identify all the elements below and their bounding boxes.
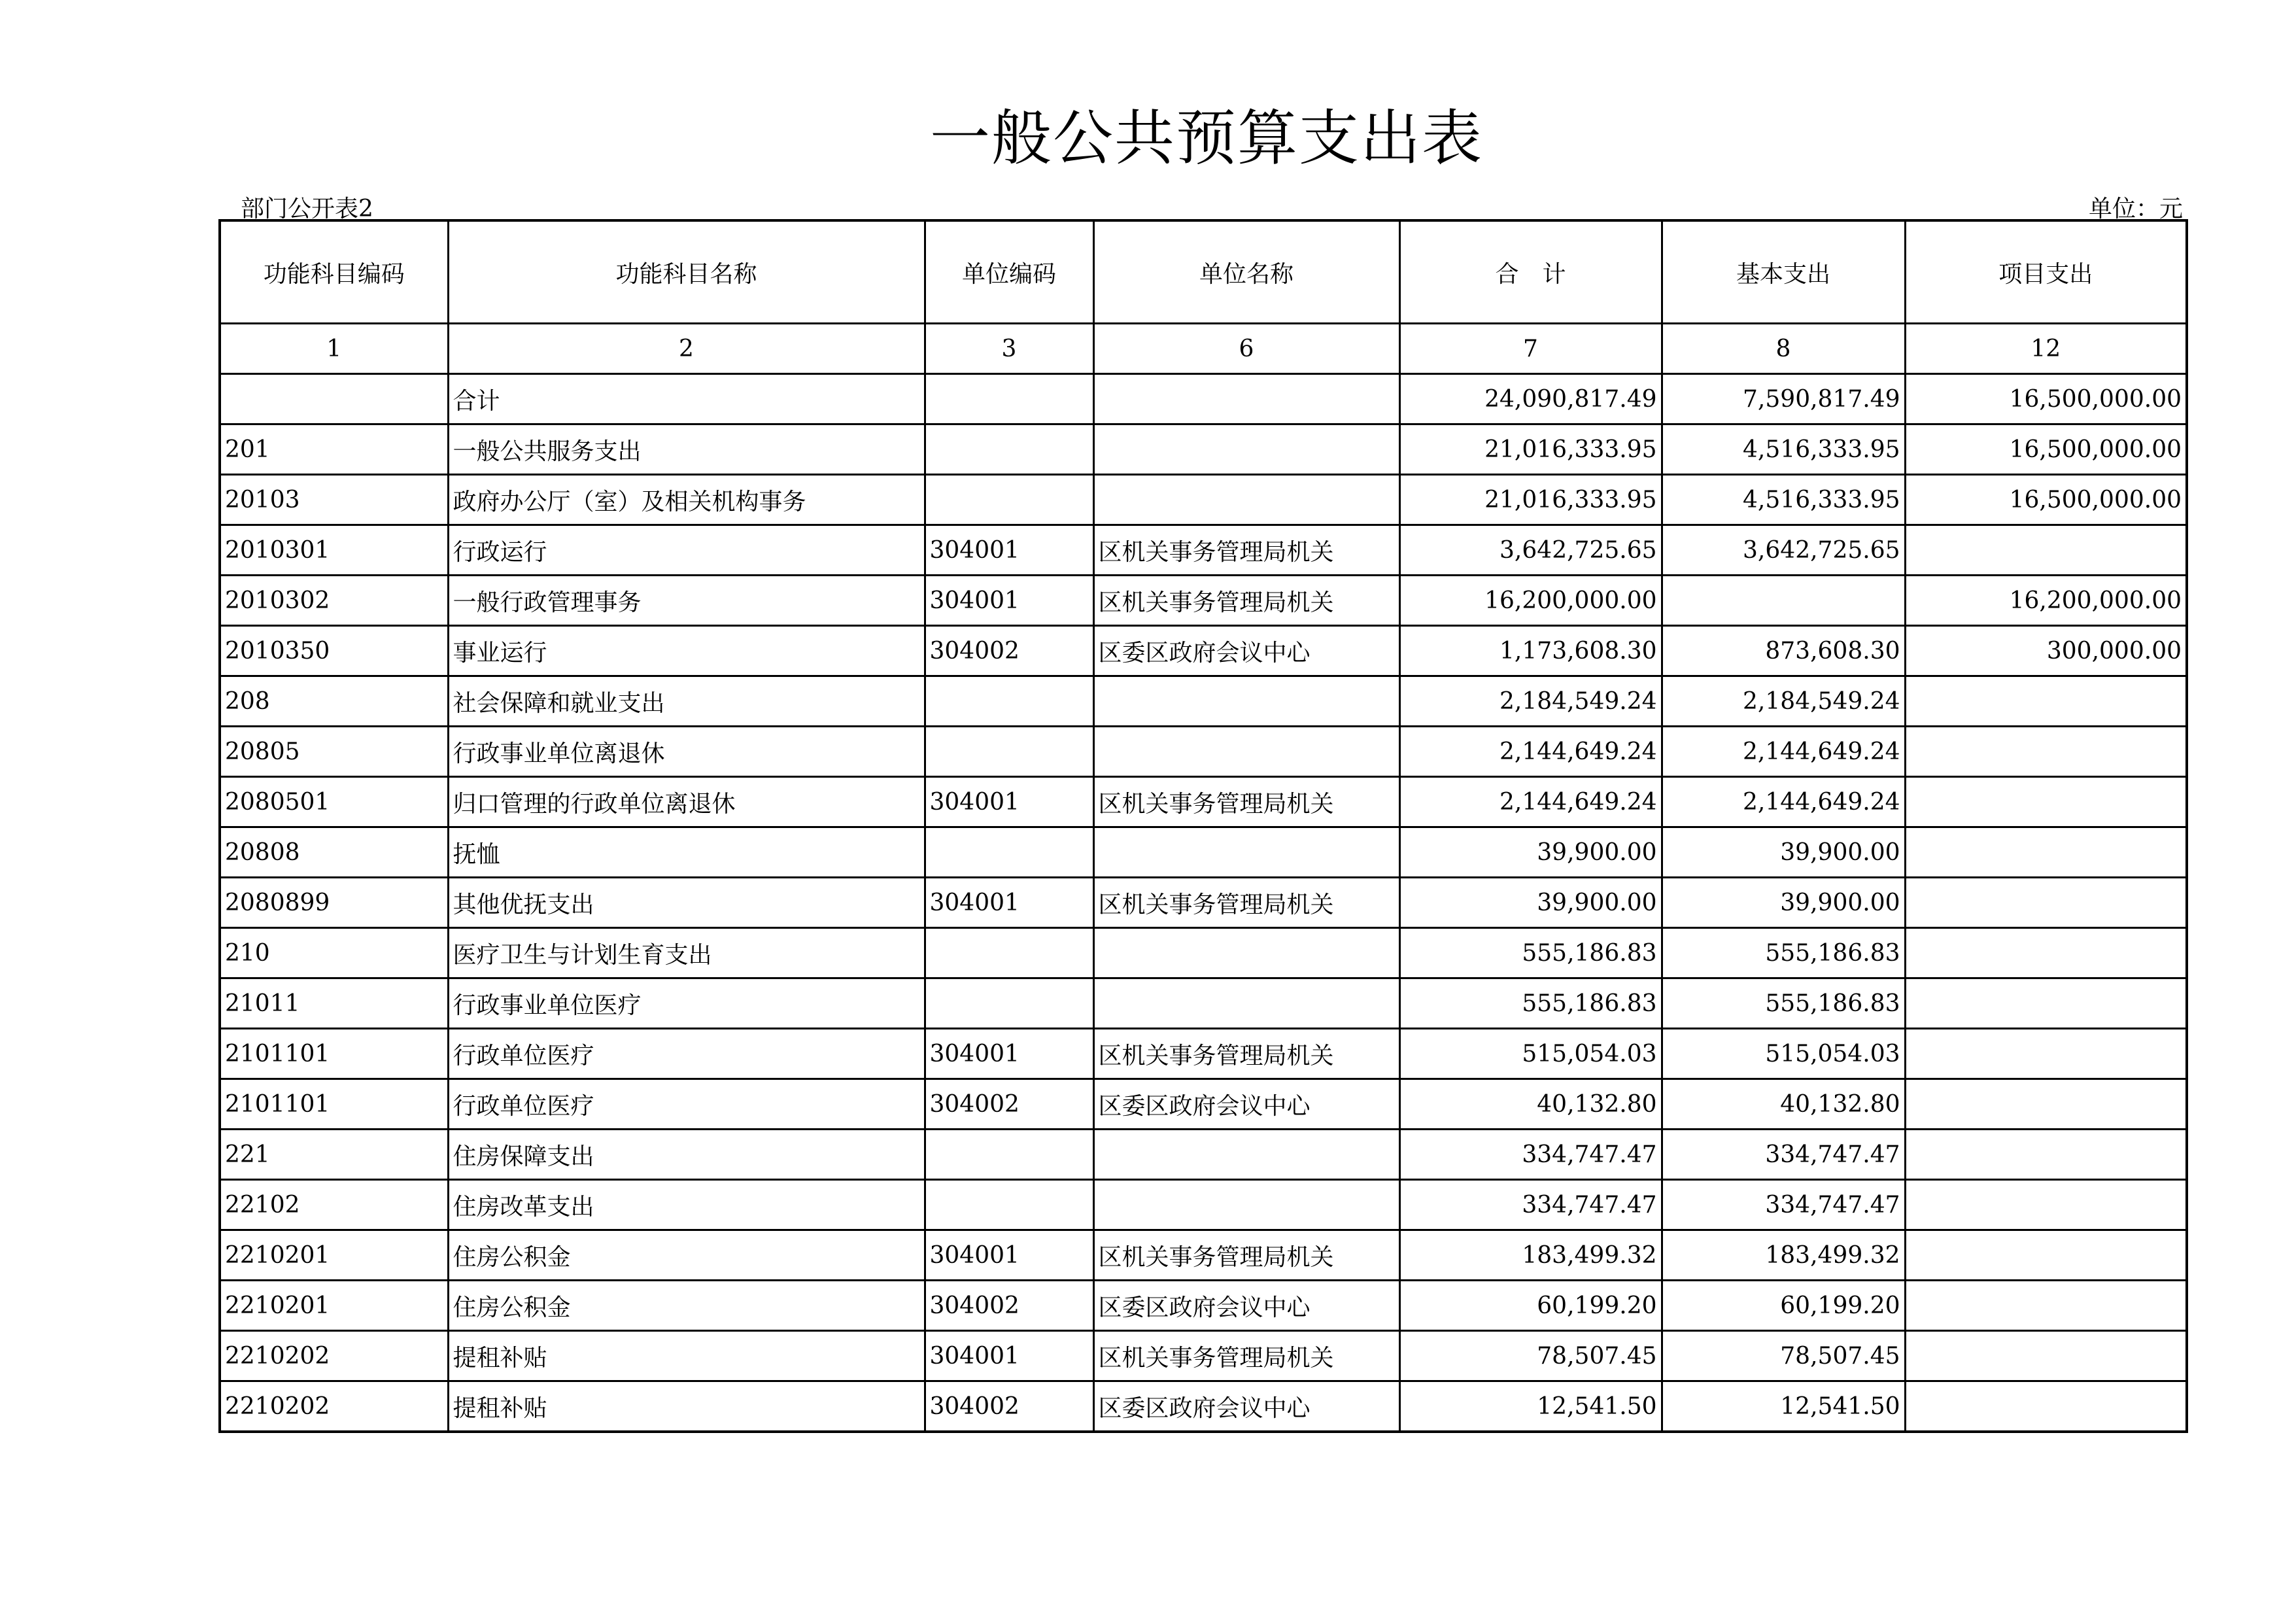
header-row [220,220,2187,324]
project-cell [1905,1130,2187,1180]
unit-code-cell: 304001 [925,777,1093,827]
table-row [220,727,2187,777]
unit-code-cell: 304002 [925,1079,1093,1130]
function-code-cell: 20103 [220,475,448,525]
table-row [220,827,2187,878]
total-cell: 16,200,000.00 [1399,576,1662,626]
table-row [220,576,2187,626]
function-code-cell: 21011 [220,978,448,1029]
unit-code-cell [925,475,1093,525]
total-cell: 60,199.20 [1399,1281,1662,1331]
total-cell: 24,090,817.49 [1399,374,1662,424]
basic-cell: 4,516,333.95 [1662,475,1905,525]
project-cell: 16,500,000.00 [1905,424,2187,475]
table-row [220,878,2187,928]
basic-cell: 183,499.32 [1662,1230,1905,1281]
unit-name-cell: 区委区政府会议中心 [1093,626,1399,676]
project-cell [1905,1230,2187,1281]
unit-name-cell [1093,374,1399,424]
function-code-cell: 2101101 [220,1029,448,1079]
total-cell: 39,900.00 [1399,827,1662,878]
unit-code-cell: 304001 [925,1230,1093,1281]
function-name-cell: 合计 [448,374,925,424]
project-cell [1905,1281,2187,1331]
project-cell [1905,676,2187,727]
unit-code-cell [925,676,1093,727]
unit-code-cell [925,424,1093,475]
col-header-unit-name: 单位名称 [1093,220,1399,324]
function-code-cell: 2080501 [220,777,448,827]
col-header-total: 合 计 [1399,220,1662,324]
project-cell [1905,878,2187,928]
unit-name-cell [1093,928,1399,978]
project-cell [1905,1331,2187,1381]
table-row [220,525,2187,576]
col-number: 7 [1399,324,1662,374]
unit-code-cell: 304001 [925,1029,1093,1079]
basic-cell: 2,144,649.24 [1662,727,1905,777]
col-header-unit-code: 单位编码 [925,220,1093,324]
total-cell: 555,186.83 [1399,928,1662,978]
function-name-cell: 行政单位医疗 [448,1029,925,1079]
project-cell [1905,1180,2187,1230]
unit-name-cell: 区机关事务管理局机关 [1093,1331,1399,1381]
basic-cell: 60,199.20 [1662,1281,1905,1331]
total-cell: 78,507.45 [1399,1331,1662,1381]
function-name-cell: 行政运行 [448,525,925,576]
project-cell [1905,777,2187,827]
unit-name-cell: 区机关事务管理局机关 [1093,878,1399,928]
unit-name-cell: 区机关事务管理局机关 [1093,525,1399,576]
total-cell: 2,144,649.24 [1399,727,1662,777]
page-title: 一般公共预算支出表 [929,103,1483,173]
function-name-cell: 社会保障和就业支出 [448,676,925,727]
col-header-function-name: 功能科目名称 [448,220,925,324]
function-code-cell: 2010301 [220,525,448,576]
col-number: 12 [1905,324,2187,374]
table-row [220,1381,2187,1432]
basic-cell: 555,186.83 [1662,978,1905,1029]
function-code-cell: 2210201 [220,1281,448,1331]
function-code-cell: 221 [220,1130,448,1180]
project-cell [1905,928,2187,978]
column-number-row [220,324,2187,374]
function-code-cell: 2010302 [220,576,448,626]
table-row [220,978,2187,1029]
unit-code-cell: 304002 [925,626,1093,676]
function-name-cell: 事业运行 [448,626,925,676]
function-name-cell: 住房公积金 [448,1281,925,1331]
basic-cell: 3,642,725.65 [1662,525,1905,576]
unit-name-cell: 区委区政府会议中心 [1093,1079,1399,1130]
function-code-cell: 20805 [220,727,448,777]
function-code-cell: 20808 [220,827,448,878]
basic-cell: 873,608.30 [1662,626,1905,676]
function-code-cell: 208 [220,676,448,727]
document-label: 部门公开表2 [241,196,373,222]
unit-code-cell: 304001 [925,1331,1093,1381]
table-body [220,374,2187,1432]
basic-cell: 12,541.50 [1662,1381,1905,1432]
function-code-cell: 2010350 [220,626,448,676]
total-cell: 40,132.80 [1399,1079,1662,1130]
unit-code-cell [925,928,1093,978]
unit-name-cell [1093,676,1399,727]
unit-code-cell: 304002 [925,1281,1093,1331]
project-cell: 16,200,000.00 [1905,576,2187,626]
basic-cell: 7,590,817.49 [1662,374,1905,424]
function-name-cell: 医疗卫生与计划生育支出 [448,928,925,978]
unit-name-cell: 区机关事务管理局机关 [1093,777,1399,827]
project-cell [1905,1029,2187,1079]
function-code-cell: 2101101 [220,1079,448,1130]
basic-cell: 334,747.47 [1662,1130,1905,1180]
unit-name-cell [1093,827,1399,878]
table-row [220,777,2187,827]
col-number: 1 [220,324,448,374]
unit-name-cell: 区委区政府会议中心 [1093,1281,1399,1331]
function-code-cell: 201 [220,424,448,475]
budget-table [218,219,2188,1433]
total-cell: 12,541.50 [1399,1381,1662,1432]
basic-cell: 2,144,649.24 [1662,777,1905,827]
basic-cell [1662,576,1905,626]
function-name-cell: 行政事业单位医疗 [448,978,925,1029]
table-row [220,1331,2187,1381]
table-row [220,676,2187,727]
basic-cell: 39,900.00 [1662,827,1905,878]
unit-code-cell [925,727,1093,777]
unit-name-cell: 区机关事务管理局机关 [1093,576,1399,626]
total-cell: 21,016,333.95 [1399,424,1662,475]
function-name-cell: 其他优抚支出 [448,878,925,928]
total-cell: 334,747.47 [1399,1180,1662,1230]
table-row [220,1230,2187,1281]
unit-code-cell: 304001 [925,525,1093,576]
unit-name-cell [1093,475,1399,525]
basic-cell: 78,507.45 [1662,1331,1905,1381]
function-code-cell: 210 [220,928,448,978]
function-name-cell: 抚恤 [448,827,925,878]
unit-name-cell: 区机关事务管理局机关 [1093,1029,1399,1079]
unit-code-cell: 304001 [925,576,1093,626]
unit-name-cell [1093,424,1399,475]
col-header-function-code: 功能科目编码 [220,220,448,324]
total-cell: 21,016,333.95 [1399,475,1662,525]
project-cell: 16,500,000.00 [1905,374,2187,424]
table-row [220,626,2187,676]
col-header-basic: 基本支出 [1662,220,1905,324]
table-row [220,1281,2187,1331]
unit-name-cell [1093,1180,1399,1230]
unit-code-cell [925,1180,1093,1230]
basic-cell: 515,054.03 [1662,1029,1905,1079]
unit-name-cell: 区委区政府会议中心 [1093,1381,1399,1432]
function-code-cell: 2080899 [220,878,448,928]
total-cell: 1,173,608.30 [1399,626,1662,676]
col-number: 3 [925,324,1093,374]
total-cell: 3,642,725.65 [1399,525,1662,576]
function-name-cell: 一般行政管理事务 [448,576,925,626]
function-code-cell: 2210202 [220,1331,448,1381]
unit-name-cell [1093,978,1399,1029]
function-code-cell: 22102 [220,1180,448,1230]
function-name-cell: 住房保障支出 [448,1130,925,1180]
col-header-project: 项目支出 [1905,220,2187,324]
project-cell: 300,000.00 [1905,626,2187,676]
function-name-cell: 政府办公厅（室）及相关机构事务 [448,475,925,525]
table-row [220,1130,2187,1180]
unit-code-cell: 304001 [925,878,1093,928]
unit-code-cell [925,1130,1093,1180]
unit-name-cell [1093,1130,1399,1180]
function-name-cell: 行政单位医疗 [448,1079,925,1130]
total-cell: 2,184,549.24 [1399,676,1662,727]
function-code-cell [220,374,448,424]
basic-cell: 2,184,549.24 [1662,676,1905,727]
unit-code-cell: 304002 [925,1381,1093,1432]
project-cell [1905,1079,2187,1130]
basic-cell: 4,516,333.95 [1662,424,1905,475]
function-name-cell: 住房改革支出 [448,1180,925,1230]
total-cell: 555,186.83 [1399,978,1662,1029]
table-row [220,1180,2187,1230]
table-row [220,424,2187,475]
unit-label: 单位：元 [2088,196,2183,222]
unit-name-cell: 区机关事务管理局机关 [1093,1230,1399,1281]
total-cell: 2,144,649.24 [1399,777,1662,827]
function-code-cell: 2210202 [220,1381,448,1432]
function-name-cell: 一般公共服务支出 [448,424,925,475]
function-name-cell: 归口管理的行政单位离退休 [448,777,925,827]
col-number: 6 [1093,324,1399,374]
project-cell [1905,978,2187,1029]
col-number: 8 [1662,324,1905,374]
table-row [220,1079,2187,1130]
total-cell: 39,900.00 [1399,878,1662,928]
unit-code-cell [925,374,1093,424]
total-cell: 183,499.32 [1399,1230,1662,1281]
total-cell: 334,747.47 [1399,1130,1662,1180]
project-cell [1905,827,2187,878]
total-cell: 515,054.03 [1399,1029,1662,1079]
function-name-cell: 提租补贴 [448,1331,925,1381]
function-name-cell: 住房公积金 [448,1230,925,1281]
unit-name-cell [1093,727,1399,777]
table-row [220,1029,2187,1079]
table-row [220,928,2187,978]
unit-code-cell [925,827,1093,878]
function-name-cell: 行政事业单位离退休 [448,727,925,777]
basic-cell: 334,747.47 [1662,1180,1905,1230]
project-cell [1905,727,2187,777]
project-cell: 16,500,000.00 [1905,475,2187,525]
basic-cell: 40,132.80 [1662,1079,1905,1130]
table-row [220,374,2187,424]
unit-code-cell [925,978,1093,1029]
function-code-cell: 2210201 [220,1230,448,1281]
col-number: 2 [448,324,925,374]
table-row [220,475,2187,525]
function-name-cell: 提租补贴 [448,1381,925,1432]
basic-cell: 39,900.00 [1662,878,1905,928]
project-cell [1905,525,2187,576]
basic-cell: 555,186.83 [1662,928,1905,978]
project-cell [1905,1381,2187,1432]
